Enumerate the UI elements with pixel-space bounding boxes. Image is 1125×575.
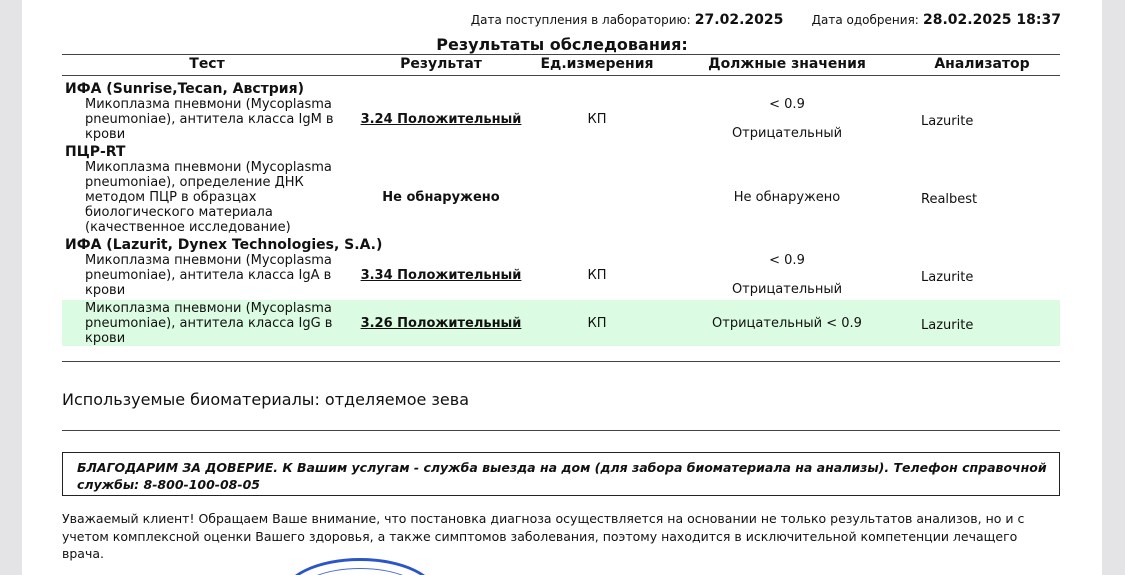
reference-label: Отрицательный <box>731 282 843 297</box>
thanks-box: БЛАГОДАРИМ ЗА ДОВЕРИЕ. К Вашим услугам - служба выезда на дом (для забора биоматериала на анализы). Телефон справочной службы: 8-800-100-08-05 <box>62 452 1060 496</box>
test-name: Микоплазма пневмони (Mycoplasma pneumoniae), антитела класса IgG в крови <box>85 301 333 346</box>
reference-value: Отрицательный < 0.9 <box>712 316 862 331</box>
reference-label: Отрицательный <box>731 126 843 141</box>
result-value: Не обнаружено <box>382 190 500 205</box>
page-title: Результаты обследования: <box>436 35 688 54</box>
analyzer-value: Lazurite <box>921 270 974 285</box>
result-value: 3.26 Положительный <box>360 316 522 331</box>
divider <box>62 361 1060 362</box>
approved-label: Дата одобрения: <box>811 13 919 27</box>
received-label: Дата поступления в лабораторию: <box>470 13 691 27</box>
unit-value: КП <box>587 316 607 331</box>
test-name: Микоплазма пневмони (Mycoplasma pneumoniae), антитела класса IgM в крови <box>85 97 334 142</box>
group-title: ИФА (Sunrise,Tecan, Австрия) <box>65 81 304 97</box>
table-row-highlighted <box>62 300 1060 346</box>
reference-value: < 0.9 <box>769 253 805 268</box>
client-notice: Уважаемый клиент! Обращаем Ваше внимание, что постановка диагноза осуществляется на основании не только результатов анализов, но и с учетом комплексной оценки Вашего здоровья, а также симптомов заболевания, поэтому находится в исключительной компетенции лечащего врача. <box>62 511 1025 561</box>
analyzer-value: Lazurite <box>921 318 974 333</box>
unit-value: КП <box>587 268 607 283</box>
dates-line <box>471 12 1061 28</box>
analyzer-value: Lazurite <box>921 114 974 129</box>
reference-value: < 0.9 <box>769 97 805 112</box>
approved-date: 28.02.2025 18:37 <box>922 12 1061 28</box>
col-header-unit: Ед.измерения <box>540 56 654 72</box>
report-sheet <box>22 0 1102 575</box>
results-table <box>62 54 1060 346</box>
group-title: ИФА (Lazurit, Dynex Technologies, S.A.) <box>65 237 383 253</box>
reference-value: Не обнаружено <box>733 190 841 205</box>
received-date: 27.02.2025 <box>694 12 784 28</box>
test-name: Микоплазма пневмони (Mycoplasma pneumoniae), антитела класса IgA в крови <box>85 253 332 298</box>
table-header <box>62 54 1060 76</box>
biomaterial-text: Используемые биоматериалы: отделяемое зева <box>62 390 469 409</box>
col-header-reference: Должные значения <box>708 56 866 72</box>
table-row <box>62 253 1060 300</box>
result-value: 3.34 Положительный <box>360 268 522 283</box>
unit-value: КП <box>587 112 607 127</box>
table-row <box>62 160 1060 237</box>
col-header-result: Результат <box>400 56 482 72</box>
test-name: Микоплазма пневмони (Mycoplasma pneumoniae), определение ДНК методом ПЦР в образцах биологического материала (качественное исследование) <box>85 160 332 235</box>
result-value: 3.24 Положительный <box>360 112 522 127</box>
col-header-test: Тест <box>189 56 225 72</box>
table-row <box>62 97 1060 144</box>
analyzer-value: Realbest <box>921 192 978 207</box>
col-header-analyzer: Анализатор <box>934 56 1030 72</box>
divider <box>62 430 1060 431</box>
group-title: ПЦР-RT <box>65 144 126 160</box>
